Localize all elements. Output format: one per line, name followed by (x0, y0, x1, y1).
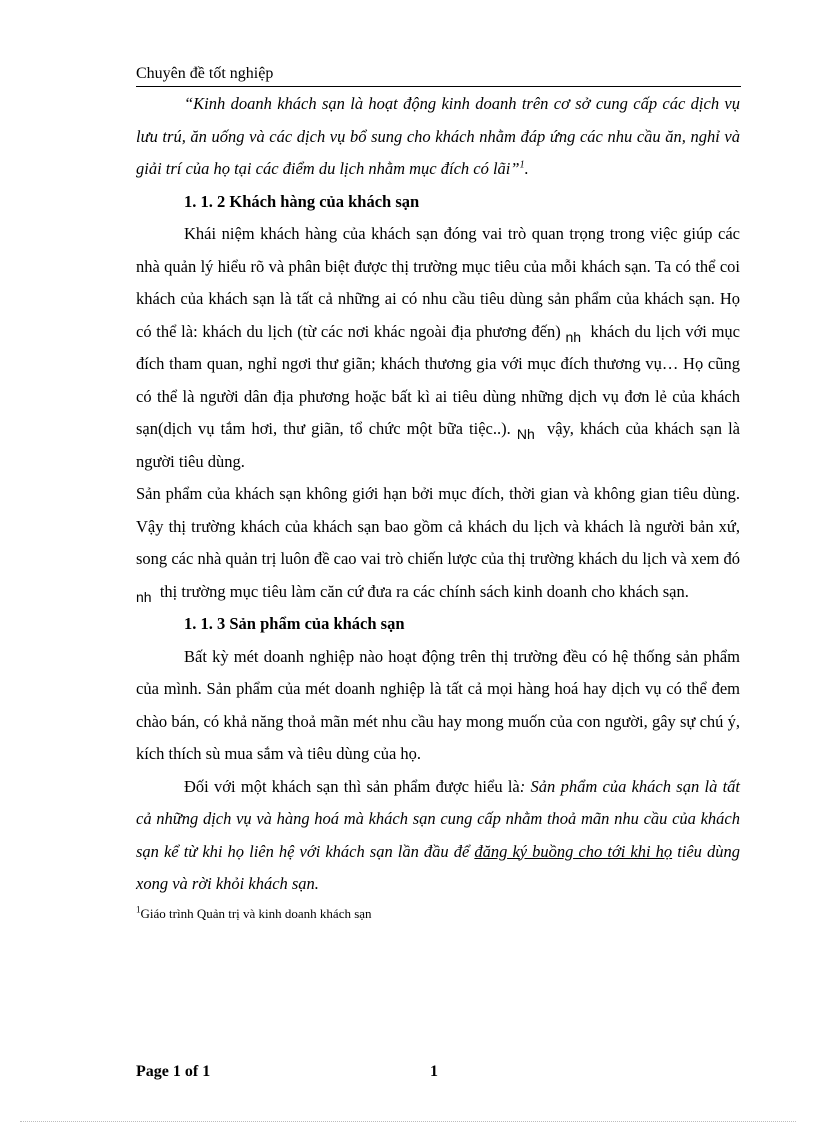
footnote-ref: 1 (136, 904, 141, 915)
stray-text-nh: nh (565, 328, 582, 345)
paragraph-text: Đối với một khách sạn thì sản phẩm được hiểu là (184, 776, 520, 796)
paragraph-product-scope (136, 478, 740, 608)
quote-end: . (524, 159, 529, 178)
section-heading-113: 1. 1. 3 Sản phẩm của khách sạn (184, 614, 405, 633)
footnote-marker: 1 (519, 159, 525, 171)
paragraph-text: Khái niệm khách hàng của khách sạn đóng vai trò quan trọng trong việc giúp các nhà quản lý hiểu rõ và phân biệt được thị trường mục tiêu của mỗi khách sạn. Ta có thể coi khách của khách sạn là tất cả những ai có nhu cầu tiêu dùng sản phẩm của khách sạn. Họ có thể là: khách du lịch (từ các nơi khác ngoài địa phương đến) (136, 224, 740, 341)
paragraph-business-products: Bất kỳ mét doanh nghiệp nào hoạt động trên thị trường đều có hệ thống sản phẩm của mình. Sản phẩm của mét doanh nghiệp là tất cả mọi hàng hoá hay dịch vụ có thể đem chào bán, có khả năng thoả mãn mét nhu cầu hay mong muốn của con người, gây sự chú ý, kích thích sù mua sắm và tiêu dùng của họ. (136, 646, 740, 763)
underlined-text: đăng ký buồng cho tới khi họ (474, 841, 673, 861)
quote-paragraph (136, 88, 740, 186)
page-number: 1 (430, 1063, 438, 1080)
stray-text-nh: Nh (516, 426, 535, 442)
footnote (136, 905, 740, 923)
paragraph-customer-definition (136, 218, 740, 478)
section-heading-112: 1. 1. 2 Khách hàng của khách sạn (184, 191, 420, 211)
paragraph-text: vậy, khách của khách sạn là người tiêu dùng. (136, 419, 740, 471)
footnote-text: Giáo trình Quản trị và kinh doanh khách sạn (140, 905, 372, 921)
page-bottom-divider (20, 1121, 796, 1122)
running-header: Chuyên đề tốt nghiệp (136, 64, 741, 87)
paragraph-text: thị trường mục tiêu làm căn cứ đưa ra các chính sách kinh doanh cho khách sạn. (159, 581, 689, 601)
stray-text-nh: nh (136, 588, 152, 605)
paragraph-hotel-product-definition (136, 771, 740, 901)
paragraph-italic-text: Sản phẩm của khách sạn là tất cả những dịch vụ và hàng hoá mà khách sạn cung cấp nhằm thoả mãn nhu cầu của khách sạn kể từ khi họ liên hệ với khách sạn lần đầu để (136, 776, 741, 861)
quote-text: “Kinh doanh khách sạn là hoạt động kinh doanh trên cơ sở cung cấp các dịch vụ lưu trú, ăn uống và các dịch vụ bổ sung cho khách nhằm đáp ứng các nhu cầu ăn, nghỉ và giải trí của họ tại các điểm du lịch nhằm mục đích có lãi” (136, 94, 740, 178)
paragraph-text: Sản phẩm của khách sạn không giới hạn bởi mục đích, thời gian và không gian tiêu dùng. Vậy thị trường khách của khách sạn bao gồm cả khách du lịch và khách là người bản xứ, song các nhà quản trị luôn đề cao vai trò chiến lược của thị trường khách du lịch và xem đó (136, 484, 740, 568)
paragraph-italic-text: tiêu dùng xong và rời khỏi khách sạn. (136, 841, 740, 893)
document-body (136, 88, 740, 923)
paragraph-text: : (519, 776, 531, 796)
page-label: Page 1 of 1 (136, 1063, 211, 1080)
paragraph-text: khách du lịch với mục đích tham quan, nghỉ ngơi thư giãn; khách thương gia với mục đích thương vụ… Họ cũng có thể là người dân địa phương hoặc bất kì ai tiêu dùng những dịch vụ đơn lẻ của khách sạn(dịch vụ tắm hơi, thư giãn, tổ chức một bữa tiệc..). (136, 321, 741, 438)
